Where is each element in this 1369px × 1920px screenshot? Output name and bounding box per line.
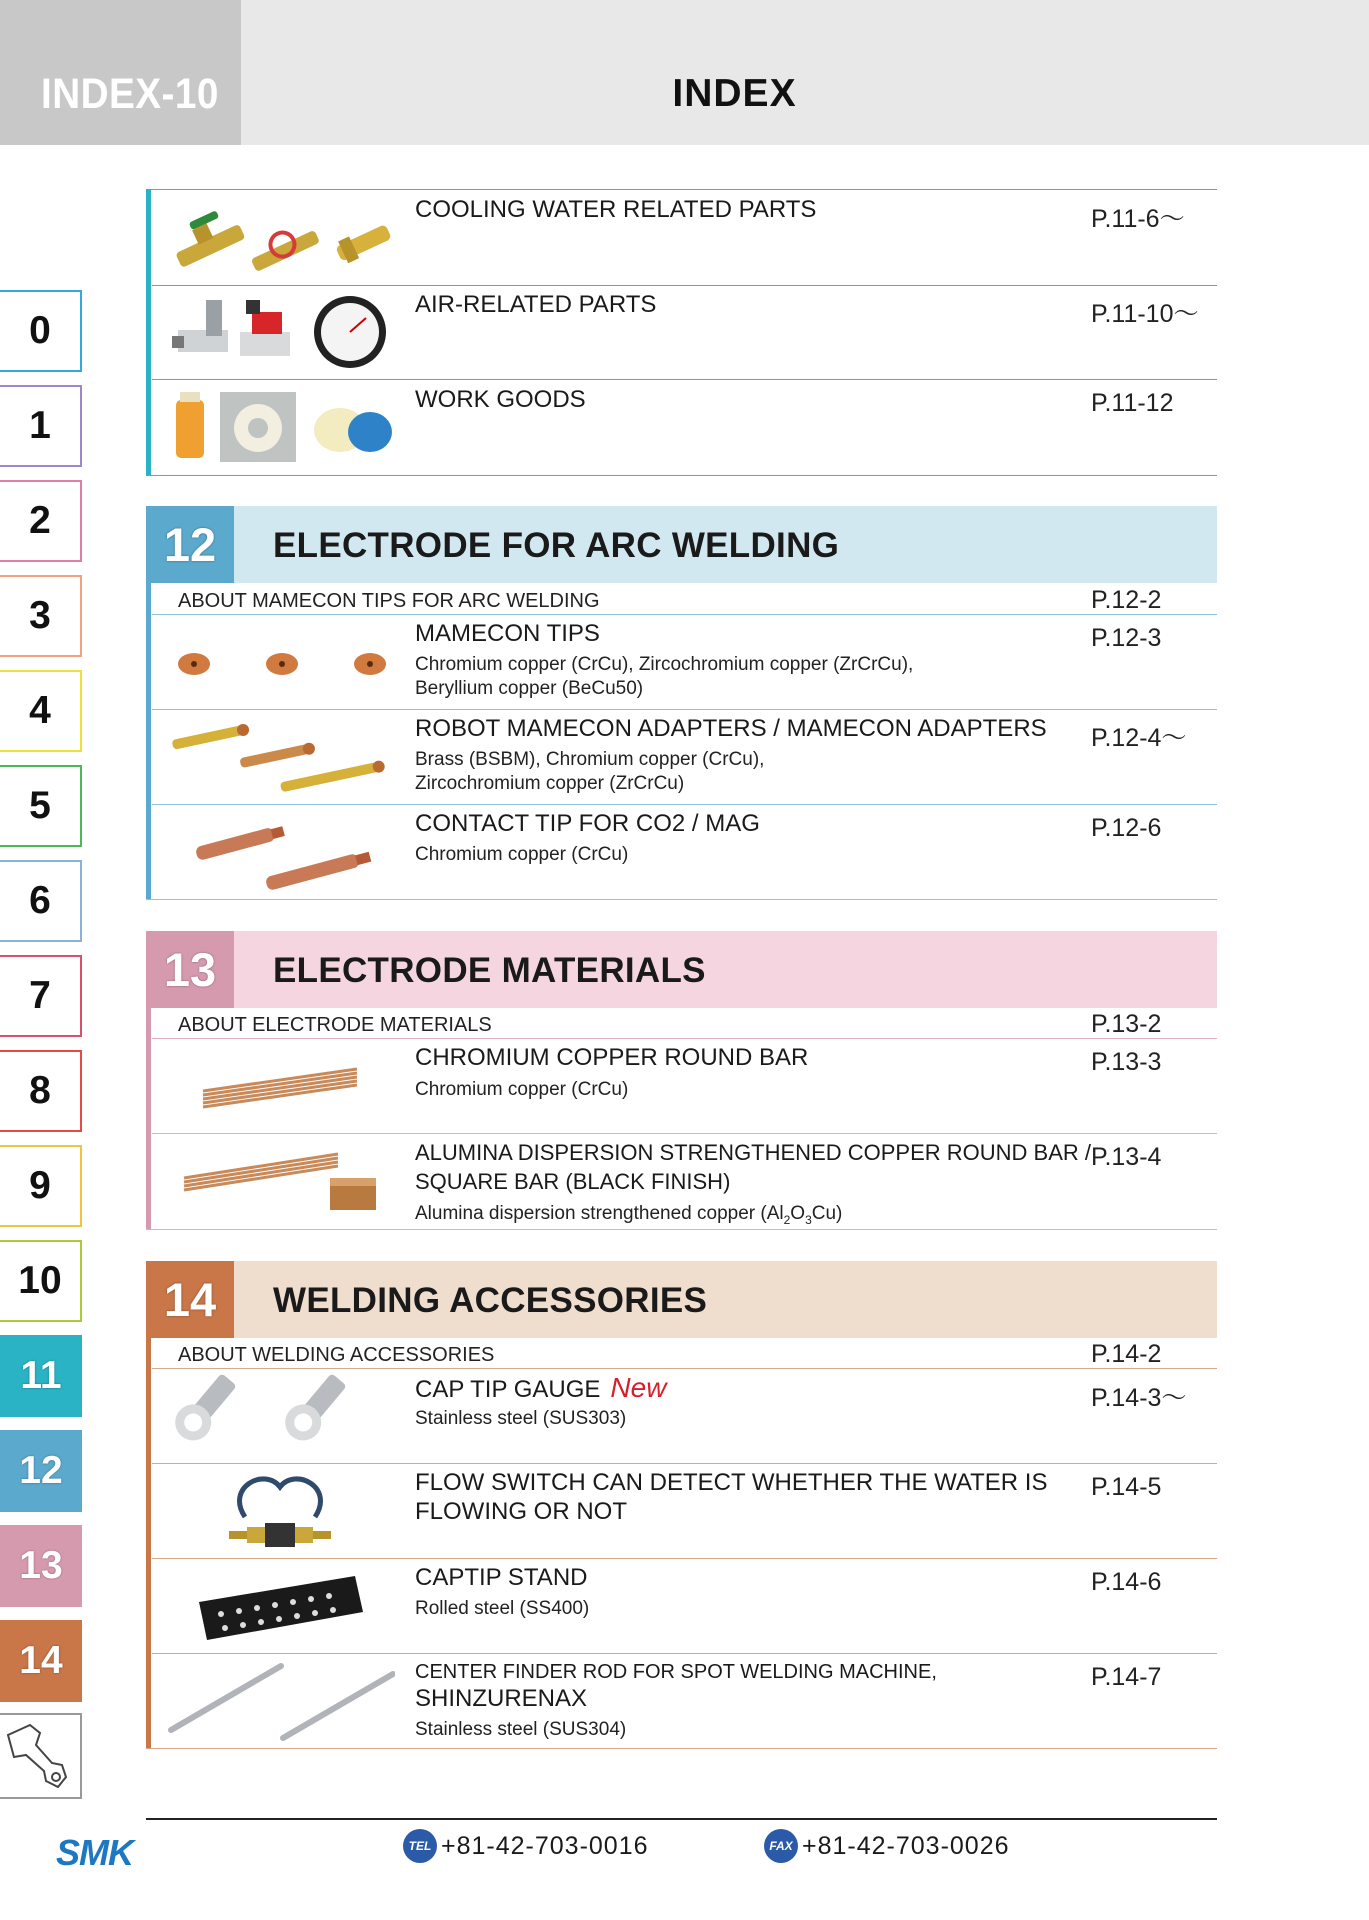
new-badge: New — [610, 1372, 667, 1403]
sec14-row-line — [152, 1558, 1217, 1559]
page-ref[interactable]: P.11-6～ — [1091, 205, 1185, 233]
company-logo: SMK — [56, 1832, 133, 1873]
page-ref[interactable]: P.13-3 — [1091, 1048, 1162, 1076]
item-material: Beryllium copper (BeCu50) — [415, 678, 644, 699]
item-material: Chromium copper (CrCu) — [415, 1079, 629, 1100]
sec12-row-line — [152, 804, 1217, 805]
item-material: Chromium copper (CrCu), Zircochromium copper (ZrCrCu), — [415, 654, 914, 675]
item-title: ALUMINA DISPERSION STRENGTHENED COPPER ROUND BAR / — [415, 1140, 1091, 1165]
page-ref[interactable]: P.12-3 — [1091, 624, 1162, 652]
chromium-copper-bar-image — [195, 1055, 365, 1115]
phone-number: +81-42-703-0016 — [441, 1831, 649, 1860]
section-13-title: ELECTRODE MATERIALS — [273, 951, 706, 990]
item-title: COOLING WATER RELATED PARTS — [415, 196, 817, 223]
item-title: CHROMIUM COPPER ROUND BAR — [415, 1044, 809, 1071]
fax-number: +81-42-703-0026 — [802, 1831, 1010, 1860]
sec14-row-line — [152, 1653, 1217, 1654]
chapter-tab-7[interactable]: 7 — [0, 955, 82, 1037]
sec12-bottom-line — [146, 899, 1217, 900]
section-12-number: 12 — [146, 506, 234, 583]
section-14-number: 14 — [146, 1261, 234, 1338]
sec14-row-line — [152, 1463, 1217, 1464]
cooling-water-parts-image — [170, 200, 395, 280]
sec12-row-line — [152, 614, 1217, 615]
sec14-bottom-line — [146, 1748, 1217, 1749]
sec12-row-line — [152, 709, 1217, 710]
sec11-row-line — [152, 379, 1217, 380]
chapter-tab-3[interactable]: 3 — [0, 575, 82, 657]
chapter-tab-5[interactable]: 5 — [0, 765, 82, 847]
item-material: Zircochromium copper (ZrCrCu) — [415, 773, 685, 794]
item-title: CAPTIP STAND — [415, 1564, 588, 1591]
center-finder-rod-image — [165, 1660, 395, 1744]
item-material: Chromium copper (CrCu) — [415, 844, 629, 865]
page-ref[interactable]: P.13-2 — [1091, 1010, 1162, 1038]
mamecon-tips-image — [170, 640, 395, 690]
item-title: CAP TIP GAUGE New — [415, 1372, 667, 1403]
page-ref[interactable]: P.14-7 — [1091, 1663, 1162, 1691]
sec11-top-line — [146, 189, 1217, 190]
section-12-title: ELECTRODE FOR ARC WELDING — [273, 526, 840, 565]
item-material: Brass (BSBM), Chromium copper (CrCu), — [415, 749, 765, 770]
sec14-side-bar — [146, 1338, 151, 1749]
mamecon-adapters-image — [170, 718, 395, 798]
item-material: Rolled steel (SS400) — [415, 1598, 590, 1619]
about-link[interactable]: ABOUT MAMECON TIPS FOR ARC WELDING — [178, 590, 600, 612]
item-title: ROBOT MAMECON ADAPTERS / MAMECON ADAPTERS — [415, 715, 1047, 742]
chapter-tab-12[interactable]: 12 — [0, 1430, 82, 1512]
sec11-row-line — [152, 285, 1217, 286]
cap-tip-gauge-image — [175, 1372, 385, 1458]
page-title: INDEX — [672, 72, 797, 115]
sec11-side-bar — [146, 189, 151, 476]
sec13-side-bar — [146, 1008, 151, 1230]
page-ref[interactable]: P.11-10～ — [1091, 300, 1199, 328]
item-title: WORK GOODS — [415, 386, 586, 413]
item-title-line2: SQUARE BAR (BLACK FINISH) — [415, 1169, 731, 1194]
work-goods-image — [170, 388, 395, 468]
item-title: CONTACT TIP FOR CO2 / MAG — [415, 810, 760, 837]
chapter-tab-10[interactable]: 10 — [0, 1240, 82, 1322]
item-material: Alumina dispersion strengthened copper $(Al_2O_3Cu)$ — [415, 1203, 843, 1227]
sec13-row-line — [152, 1038, 1217, 1039]
phone-contact[interactable] — [403, 1829, 649, 1863]
page-ref[interactable]: P.14-2 — [1091, 1340, 1162, 1368]
section-13-number: 13 — [146, 931, 234, 1008]
item-title: AIR-RELATED PARTS — [415, 291, 657, 318]
captip-stand-image — [195, 1572, 365, 1644]
page-ref[interactable]: P.14-6 — [1091, 1568, 1162, 1596]
chapter-tab-1[interactable]: 1 — [0, 385, 82, 467]
chapter-tab-6[interactable]: 6 — [0, 860, 82, 942]
phone-icon: TEL — [403, 1829, 437, 1863]
chapter-tab-2[interactable]: 2 — [0, 480, 82, 562]
tools-tab[interactable] — [0, 1713, 82, 1799]
sec14-row-line — [152, 1368, 1217, 1369]
chapter-tab-11[interactable]: 11 — [0, 1335, 82, 1417]
page-ref[interactable]: P.14-5 — [1091, 1473, 1162, 1501]
page-ref[interactable]: P.12-2 — [1091, 586, 1162, 614]
page-ref[interactable]: P.14-3～ — [1091, 1384, 1187, 1412]
fax-contact[interactable] — [764, 1829, 1010, 1863]
page-ref[interactable]: P.12-4～ — [1091, 724, 1187, 752]
chapter-tab-8[interactable]: 8 — [0, 1050, 82, 1132]
alumina-copper-bar-image — [180, 1148, 385, 1218]
chapter-tab-4[interactable]: 4 — [0, 670, 82, 752]
wrench-icon — [0, 1715, 80, 1797]
flow-switch-image — [225, 1467, 335, 1557]
chapter-tab-13[interactable]: 13 — [0, 1525, 82, 1607]
page-ref[interactable]: P.11-12 — [1091, 389, 1174, 417]
chapter-tab-9[interactable]: 9 — [0, 1145, 82, 1227]
fax-icon: FAX — [764, 1829, 798, 1863]
air-related-parts-image — [170, 292, 395, 372]
page-ref[interactable]: P.12-6 — [1091, 814, 1162, 842]
sec12-side-bar — [146, 583, 151, 900]
contact-tip-image — [185, 815, 385, 895]
item-material: Stainless steel (SUS304) — [415, 1719, 627, 1740]
item-title: CENTER FINDER ROD FOR SPOT WELDING MACHINE, — [415, 1661, 937, 1683]
item-material: Stainless steel (SUS303) — [415, 1408, 627, 1429]
item-title-line2: SHINZURENAX — [415, 1685, 588, 1712]
footer-divider — [146, 1818, 1217, 1820]
about-link[interactable]: ABOUT ELECTRODE MATERIALS — [178, 1014, 492, 1036]
chapter-tab-0[interactable]: 0 — [0, 290, 82, 372]
item-title: FLOW SWITCH CAN DETECT WHETHER THE WATER IS — [415, 1469, 1048, 1496]
item-title: MAMECON TIPS — [415, 620, 600, 647]
section-14-title: WELDING ACCESSORIES — [273, 1281, 708, 1320]
item-title-line2: FLOWING OR NOT — [415, 1498, 627, 1525]
page-ref[interactable]: P.13-4 — [1091, 1143, 1162, 1171]
chapter-tab-14[interactable]: 14 — [0, 1620, 82, 1702]
sec13-row-line — [152, 1133, 1217, 1134]
index-number: INDEX-10 — [41, 70, 219, 118]
sec11-bottom-line — [146, 475, 1217, 476]
about-link[interactable]: ABOUT WELDING ACCESSORIES — [178, 1344, 495, 1366]
